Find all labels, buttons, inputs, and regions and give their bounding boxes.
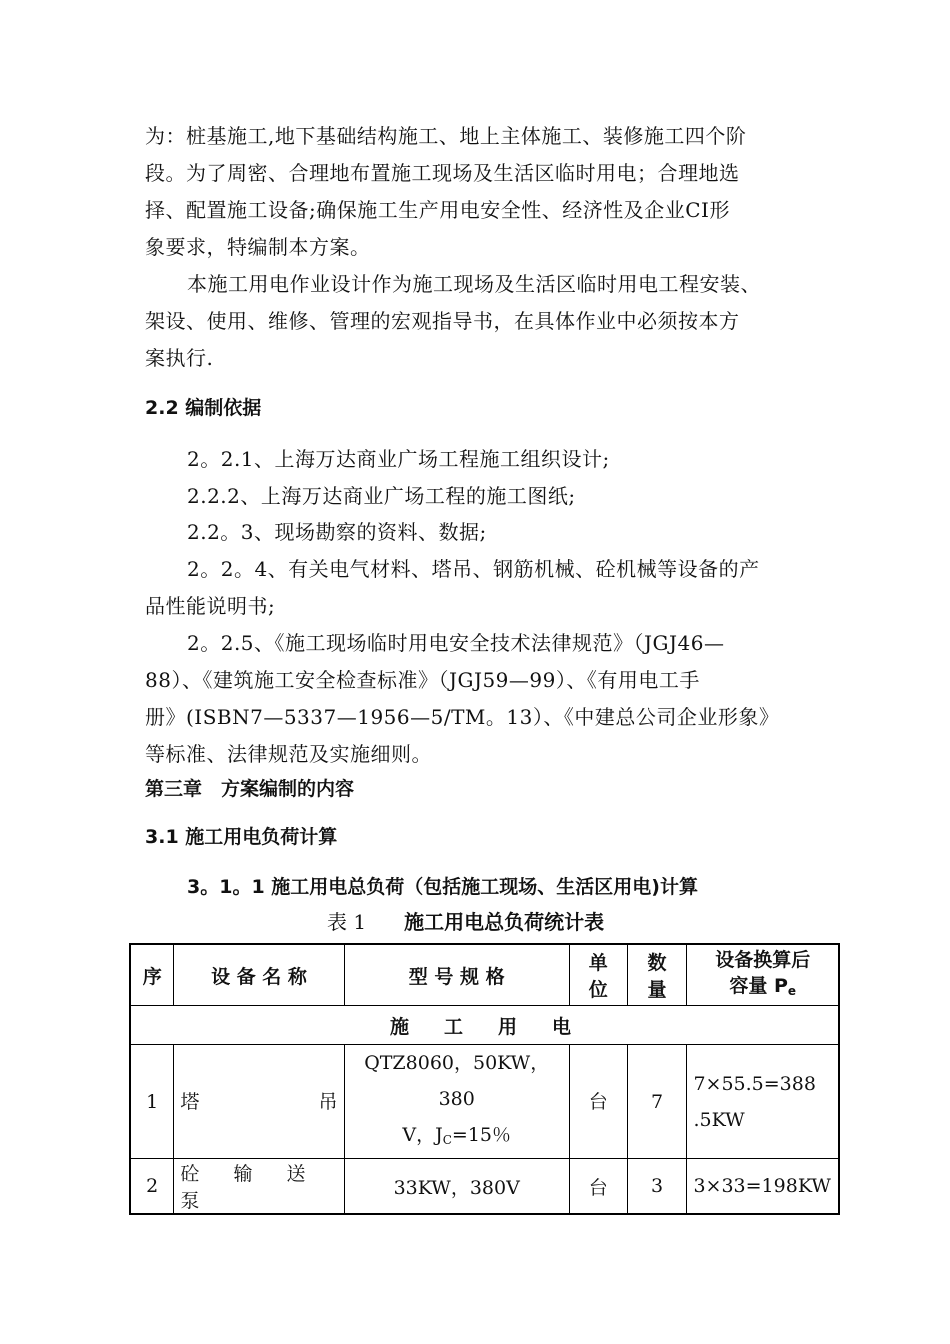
header-no: 序 <box>130 944 174 1006</box>
table-caption-title: 施工用电总负荷统计表 <box>404 910 605 934</box>
basis-item: 2.2.2、上海万达商业广场工程的施工图纸; <box>187 484 576 508</box>
group-label: 施 工 用 电 <box>130 1006 839 1045</box>
cell-no: 2 <box>130 1159 174 1215</box>
cell-name: 塔 吊 <box>174 1045 344 1159</box>
cell-capacity: 7×55.5=388 .5KW <box>687 1045 839 1159</box>
paragraph-line: 象要求，特编制本方案。 <box>145 235 371 259</box>
section-heading-3-1: 3.1 施工用电负荷计算 <box>145 826 338 848</box>
basis-item: 品性能说明书; <box>145 594 276 618</box>
header-qty: 数 量 <box>627 944 687 1006</box>
paragraph-line: 案执行. <box>145 346 214 370</box>
paragraph-line: 为：桩基施工,地下基础结构施工、地上主体施工、装修施工四个阶 <box>145 124 747 148</box>
basis-item: 2。2.5、《施工现场临时用电安全技术法律规范》（JGJ46— <box>187 631 725 655</box>
table-row <box>130 1159 839 1215</box>
table-row <box>130 1045 839 1159</box>
basis-item: 2。2.1、上海万达商业广场工程施工组织设计; <box>187 447 610 471</box>
cell-name: 砼 输 送 泵 <box>174 1159 344 1215</box>
basis-item: 88）、《建筑施工安全检查标准》（JGJ59—99）、《有用电工手 <box>145 668 700 692</box>
paragraph-line: 段。为了周密、合理地布置施工现场及生活区临时用电；合理地选 <box>145 161 740 185</box>
cell-qty: 3 <box>627 1159 687 1215</box>
table-header-row <box>130 944 839 1006</box>
chapter-heading: 第三章 方案编制的内容 <box>145 778 355 800</box>
cell-model: QTZ8060，50KW，380 V，$J_C=15$％ <box>344 1045 569 1159</box>
table-caption-label: 表 1 <box>327 910 367 934</box>
header-model: 型 号 规 格 <box>344 944 569 1006</box>
cell-qty: 7 <box>627 1045 687 1159</box>
basis-item: 2.2。3、现场勘察的资料、数据; <box>187 520 487 544</box>
header-capacity: 设备换算后 容量 $P_e$ <box>687 944 839 1006</box>
basis-item: 册》(ISBN7—5337—1956—5/TM。13）、《中建总公司企业形象》 <box>145 705 780 729</box>
basis-item: 2。2。4、有关电气材料、塔吊、钢筋机械、砼机械等设备的产 <box>187 557 760 581</box>
section-heading-2-2: 2.2 编制依据 <box>145 397 262 419</box>
table-caption <box>327 908 604 936</box>
cell-unit: 台 <box>569 1159 627 1215</box>
paragraph-line: 架设、使用、维修、管理的宏观指导书，在具体作业中必须按本方 <box>145 309 740 333</box>
header-name: 设 备 名 称 <box>174 944 344 1006</box>
cell-model: 33KW，380V <box>344 1159 569 1215</box>
header-unit: 单 位 <box>569 944 627 1006</box>
load-statistics-table <box>129 943 840 1215</box>
table-group-row <box>130 1006 839 1045</box>
basis-item: 等标准、法律规范及实施细则。 <box>145 742 432 766</box>
cell-unit: 台 <box>569 1045 627 1159</box>
paragraph-line: 择、配置施工设备;确保施工生产用电安全性、经济性及企业CI形 <box>145 198 730 222</box>
cell-capacity: 3×33=198KW <box>687 1159 839 1215</box>
subsection-heading-3-1-1: 3。1。1 施工用电总负荷（包括施工现场、生活区用电)计算 <box>187 876 698 898</box>
cell-no: 1 <box>130 1045 174 1159</box>
paragraph-line: 本施工用电作业设计作为施工现场及生活区临时用电工程安装、 <box>187 272 761 296</box>
